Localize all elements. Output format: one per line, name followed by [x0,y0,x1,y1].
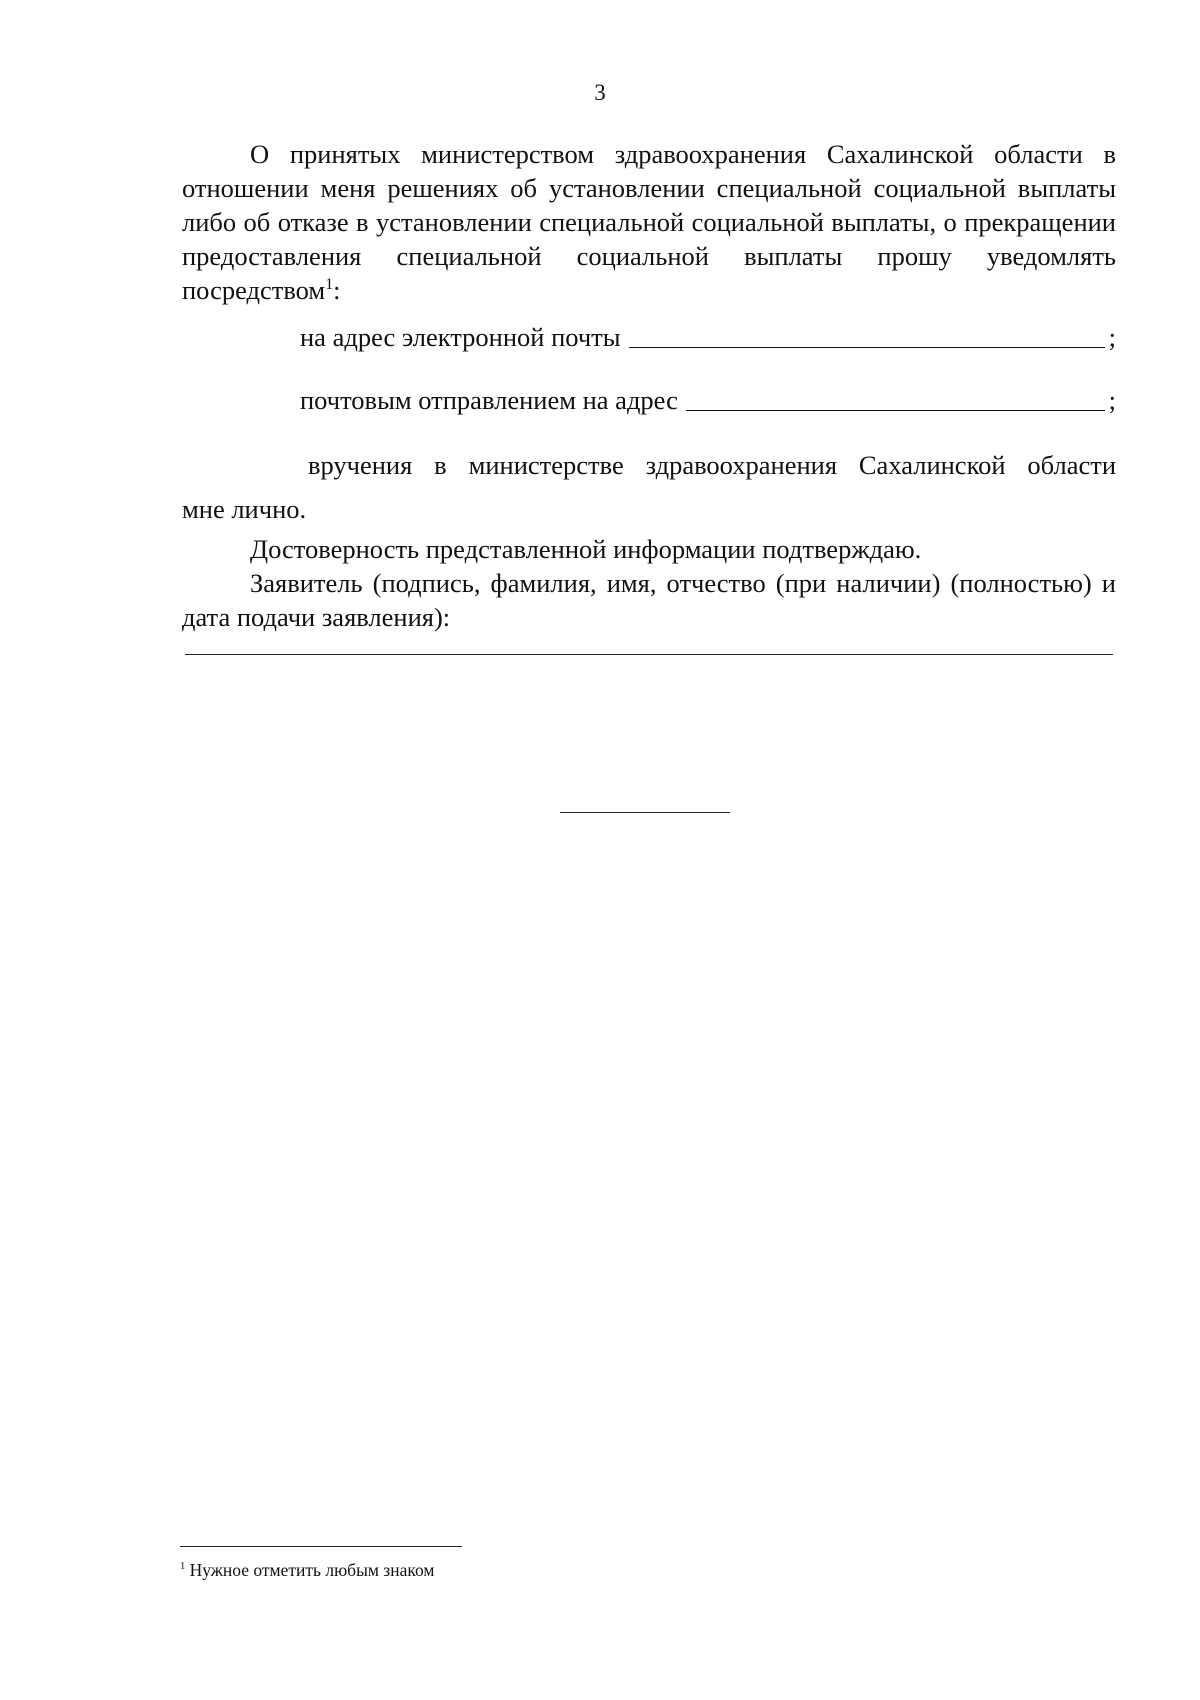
footnote [180,1558,434,1582]
post-option-row [300,383,1116,417]
applicant-signature-field[interactable] [185,654,1113,655]
footnote-reference: 1 [325,276,334,294]
applicant-statement: Заявитель (подпись, фамилия, имя, отчество (при наличии) (полностью) и дата подачи заявления): [182,568,1116,632]
email-option-row [300,320,1116,354]
footnote-text: Нужное отметить любым знаком [189,1560,435,1580]
post-option-semicolon: ; [1108,385,1116,415]
personal-delivery-option: вручения в министерстве здравоохранения Сахалинской области [308,450,1116,480]
post-option-label: почтовым отправлением на адрес [300,385,678,415]
notification-paragraph [182,137,1116,307]
notification-text: О принятых министерством здравоохранения Сахалинской области в отношении меня решениях об установлении специальной социальной выплаты либо об отказе в установлении специальной социальной выплаты, о прекращении предоставления специальной социальной выплаты прошу уведомлять посредством [182,139,1116,305]
email-option-label: на адрес электронной почты [300,322,621,352]
email-option-semicolon: ; [1108,322,1116,352]
notification-colon: : [333,275,341,305]
email-address-field[interactable] [629,347,1105,348]
personal-delivery-option-continued: мне лично. [182,494,307,524]
page-number: 3 [594,80,606,105]
footnote-separator [180,1546,462,1547]
end-of-document-rule [560,812,730,813]
postal-address-field[interactable] [686,410,1105,411]
confirmation-statement: Достоверность представленной информации подтверждаю. [250,534,922,564]
footnote-number: 1 [180,1561,186,1573]
